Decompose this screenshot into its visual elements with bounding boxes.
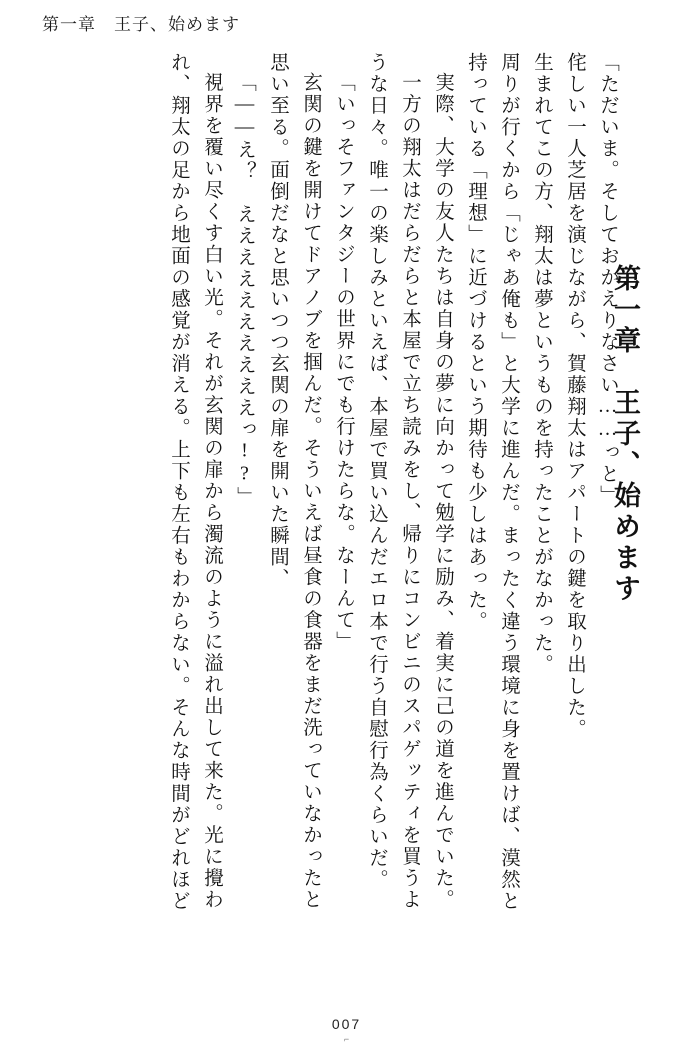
chapter-heading-text: 第一章 王子、始めます xyxy=(610,264,640,605)
paragraph-line-6: 実際、大学の友人たちは自身の夢に向かって勉学に励み、着実に己の道を進んでいた。 xyxy=(432,72,453,911)
paragraph-line-9: 「いっそファンタジーの世界にでも行けたらな。なーんて」 xyxy=(333,72,354,653)
folio-mark: ⌐ xyxy=(343,1034,350,1044)
paragraph-line-11: 思い至る。面倒だなと思いつつ玄関の扉を開いた瞬間、 xyxy=(267,52,288,590)
paragraph-line-3: 生まれてこの方、翔太は夢というものを持ったことがなかった。 xyxy=(531,52,552,676)
paragraph-line-8: うな日々。唯一の楽しみといえば、本屋で買い込んだエロ本で行う自慰行為くらいだ。 xyxy=(366,52,387,891)
paragraph-line-4: 周りが行くから「じゃあ俺も」と大学に進んだ。まったく違う環境に身を置けば、漠然と xyxy=(498,52,519,912)
paragraph-line-1: 「ただいま。そしておかえりなさい……っと」 xyxy=(597,52,618,507)
vertical-text-body xyxy=(28,52,665,982)
running-head: 第一章 王子、始めます xyxy=(42,15,240,34)
page-number: 007 xyxy=(331,1016,362,1032)
paragraph-line-7: 一方の翔太はだらだらと本屋で立ち読みをし、帰りにコンビニのスパゲッティを買うよ xyxy=(399,72,420,911)
paragraph-line-12: 「――え？ ええええええええええっ!?」 xyxy=(234,72,255,508)
paragraph-line-10: 玄関の鍵を開けてドアノブを掴んだ。そういえば昼食の食器をまだ洗っていなかったと xyxy=(300,72,321,911)
paragraph-line-13: 視界を覆い尽くす白い光。それが玄関の扉から濁流のように溢れ出して来た。光に攪わ xyxy=(201,72,222,911)
paragraph-line-2: 侘しい一人芝居を演じながら、賀藤翔太はアパートの鍵を取り出した。 xyxy=(564,52,585,740)
paragraph-line-14: れ、翔太の足から地面の感覚が消える。上下も左右もわからない。そんな時間がどれほど xyxy=(168,52,189,912)
paragraph-line-5: 持っている「理想」に近づけるという期待も少しはあった。 xyxy=(465,52,486,633)
chapter-heading xyxy=(610,52,665,990)
